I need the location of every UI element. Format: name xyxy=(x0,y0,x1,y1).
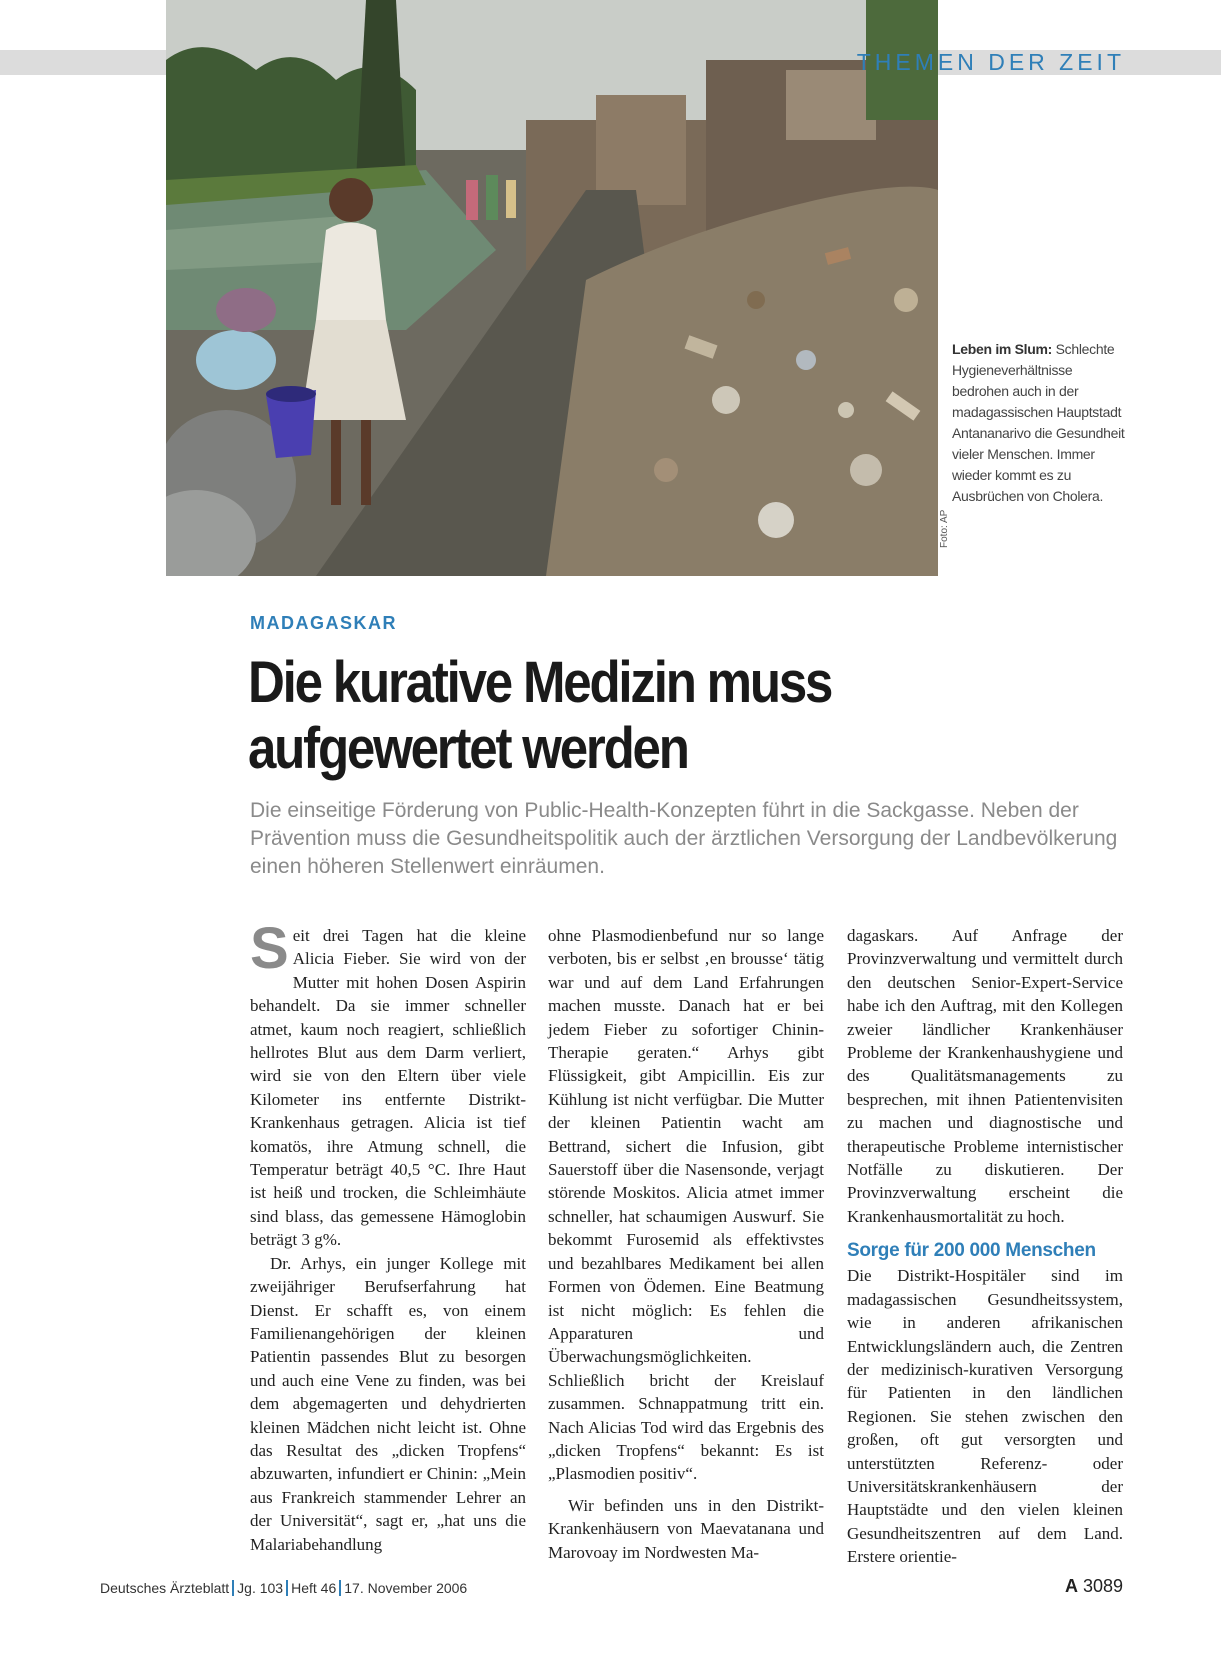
journal-issue: Heft 46 xyxy=(291,1580,337,1596)
page-number xyxy=(1065,1576,1123,1597)
article-deck: Die einseitige Förderung von Public-Health-Konzepten führt in die Sackgasse. Neben der Prävention muss die Gesundheitspolitik auch der ärztlichen Versorgung der Landbevölkerung einen höheren Stellenwert einräumen. xyxy=(250,799,1118,878)
article-kicker: MADAGASKAR xyxy=(250,613,397,633)
footer-separator xyxy=(286,1580,288,1596)
body-paragraph: Die Distrikt-Hospitäler sind im madagassischen Gesundheitssystem, wie in anderen afrikanischen Entwicklungsländern auch, die Zentren der medizinisch-kurativen Versorgung für Patienten in den ländlichen Regionen. Sie stehen zwischen den großen, oft gut versorgten und unterstützten Referenz- oder Universitätskrankenhäusern der Hauptstädte und den vielen kleinen Gesundheitszentren auf dem Land. Erstere orientie- xyxy=(847,1266,1123,1567)
footer-separator xyxy=(232,1580,234,1596)
body-paragraph xyxy=(250,916,526,1252)
caption-lead: Leben im Slum: xyxy=(952,341,1053,357)
body-paragraph: Dr. Arhys, ein junger Kollege mit zweijähriger Berufserfahrung hat Dienst. Er schafft es, von einem Familienangehörigen der kleinen Patientin passendes Blut zu besorgen und auch eine Vene zu finden, was bei dem abgemagerten und dehydrierten kleinen Mädchen nicht leicht ist. Ohne das Resultat des „dicken Tropfens“ abzuwarten, infundiert er Chinin: „Mein aus Frankreich stammender Lehrer an der Universität“, sagt er, „hat uns die Malariabehandlung xyxy=(250,1253,526,1554)
body-column-3 xyxy=(847,924,1123,1569)
drop-cap: S xyxy=(250,916,289,981)
body-paragraph: Wir befinden uns in den Distrikt-Krankenhäusern von Maevatanana und Marovoay im Nordwesten Ma- xyxy=(548,1495,824,1562)
page-prefix: A xyxy=(1064,1576,1078,1596)
footer-separator xyxy=(339,1580,341,1596)
issue-date: 17. November 2006 xyxy=(344,1580,468,1596)
photo-credit: Foto: AP xyxy=(939,509,950,548)
section-label: THEMEN DER ZEIT xyxy=(856,49,1125,75)
slum-photo-illustration xyxy=(166,0,938,576)
article-headline: Die kurative Medizin muss aufgewertet werden xyxy=(248,650,832,781)
page-footer xyxy=(100,1580,467,1596)
journal-volume: Jg. 103 xyxy=(237,1580,284,1596)
body-column-2 xyxy=(548,924,824,1564)
page-number-value: 3089 xyxy=(1082,1576,1123,1596)
photo-caption xyxy=(952,339,1132,507)
body-column-1 xyxy=(250,916,526,1556)
body-paragraph: ohne Plasmodienbefund nur so lange verboten, bis er selbst ‚en brousse‘ tätig war und auf dem Land Erfahrungen machen musste. Danach hat er bei jedem Fieber zu sofortiger Chinin-Therapie geraten.“ Arhys gibt Flüssigkeit, gibt Ampicillin. Eis zur Kühlung ist nicht verfügbar. Die Mutter der kleinen Patientin wacht am Bettrand, sichert die Infusion, gibt Sauerstoff über die Nasensonde, verjagt störende Moskitos. Alicia atmet immer schneller, hat schaumigen Auswurf. Sie bekommt Furosemid als effektivstes und bezahlbares Medikament bei allen Formen von Ödemen. Eine Beatmung ist nicht möglich: Es fehlen die Apparaturen und Überwachungsmöglichkeiten. Schließlich bricht der Kreislauf zusammen. Schnappatmung tritt ein. Nach Alicias Tod wird das Ergebnis des „dicken Tropfens“ bekannt: Es ist „Plasmodien positiv“. xyxy=(548,926,824,1484)
journal-name: Deutsches Ärzteblatt xyxy=(100,1580,230,1596)
subheading: Sorge für 200 000 Menschen xyxy=(847,1240,1096,1262)
body-paragraph: dagaskars. Auf Anfrage der Provinzverwaltung und vermittelt durch den deutschen Senior-Expert-Service habe ich den Auftrag, mit den Kollegen zweier ländlicher Krankenhäuser Probleme der Krankenhaushygiene und des Qualitätsmanagements zu besprechen, mit ihnen Patientenvisiten zu machen und diagnostische und therapeutische Probleme internistischer Notfälle zu diskutieren. Der Provinzverwaltung erscheint die Krankenhausmortalität zu hoch. xyxy=(847,926,1123,1226)
article-photo xyxy=(166,0,938,576)
caption-text: Schlechte Hygieneverhältnisse bedrohen auch in der madagassischen Hauptstadt Antananarivo die Gesundheit vieler Menschen. Immer wieder kommt es zu Ausbrüchen von Cholera. xyxy=(952,341,1125,504)
paragraph-text: eit drei Tagen hat die kleine Alicia Fieber. Sie wird von der Mutter mit hohen Dosen Aspirin behandelt. Da sie immer schneller atmet, kaum noch reagiert, schließlich hellrotes Blut aus dem Darm verliert, wird sie von den Eltern über viele Kilometer ins entfernte Distrikt-Krankenhaus getragen. Alicia ist tief komatös, ihre Atmung schnell, die Temperatur beträgt 40,5 °C. Ihre Haut ist heiß und trocken, die Schleimhäute sind blass, das gemessene Hämoglobin beträgt 3 g%. xyxy=(250,926,526,1250)
